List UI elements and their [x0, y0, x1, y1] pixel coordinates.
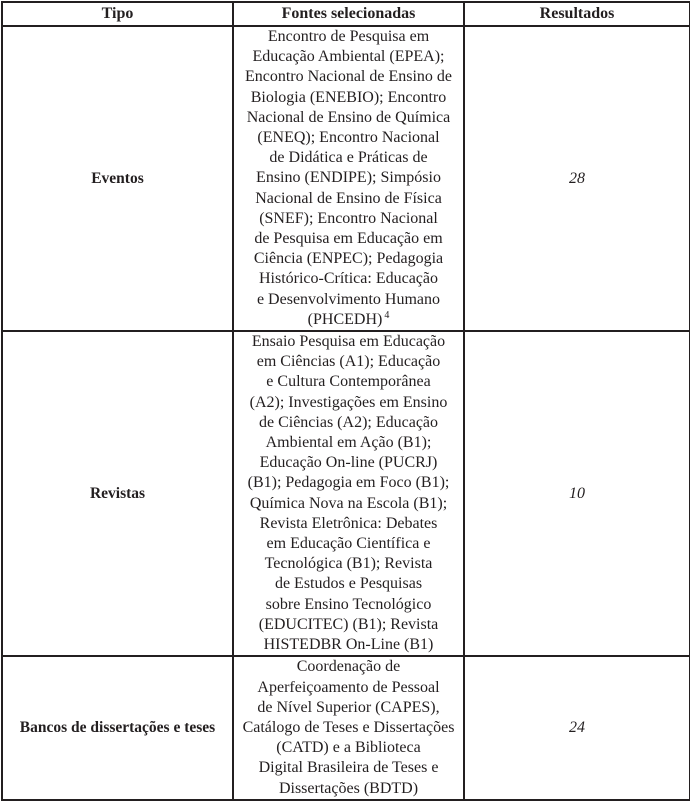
fontes-line: Histórico-Crítica: Educação — [258, 270, 439, 288]
header-fontes: Fontes selecionadas — [233, 2, 464, 26]
fontes-line: HISTEDBR On-Line (B1) — [263, 636, 434, 654]
table-row-eventos — [2, 26, 690, 331]
cell-tipo: Eventos — [2, 26, 233, 331]
fontes-line: Encontro Nacional de Ensino de — [244, 68, 453, 86]
fontes-line: Educação Ambiental (EPEA); — [252, 48, 445, 66]
cell-tipo: Bancos de dissertações e teses — [2, 656, 233, 799]
fontes-line: Revista Eletrônica: Debates — [259, 514, 438, 532]
fontes-line: de Pesquisa em Educação em — [254, 230, 443, 248]
fontes-line: de Didática e Práticas de — [269, 149, 428, 167]
fontes-line: Biologia (ENEBIO); Encontro — [250, 88, 447, 106]
fontes-line: (SNEF); Encontro Nacional — [259, 209, 438, 227]
fontes-line: Nacional de Ensino de Física — [255, 189, 442, 207]
fontes-line: (CATD) e a Biblioteca — [276, 739, 421, 757]
cell-tipo: Revistas — [2, 331, 233, 656]
fontes-line: e Desenvolvimento Humano — [256, 290, 441, 308]
fontes-line: em Ciências (A1); Educação — [256, 353, 441, 371]
fontes-line: Coordenação de — [296, 658, 401, 676]
table-row-revistas — [2, 331, 690, 656]
fontes-line: (B1); Pedagogia em Foco (B1); — [247, 474, 450, 492]
cell-resultados: 28 — [464, 26, 690, 331]
header-tipo: Tipo — [2, 2, 233, 26]
fontes-line: Catálogo de Teses e Dissertações — [242, 718, 455, 736]
fontes-line: em Educação Científica e — [266, 535, 431, 553]
fontes-line: sobre Ensino Tecnológico — [265, 595, 432, 613]
sources-table — [1, 1, 690, 801]
fontes-line: Encontro de Pesquisa em — [267, 28, 430, 45]
fontes-line: Aperfeiçoamento de Pessoal — [257, 678, 440, 696]
fontes-line: Ciência (ENPEC); Pedagogia — [253, 250, 444, 268]
fontes-line: de Ciências (A2); Educação — [258, 413, 439, 431]
cell-fontes — [233, 656, 464, 799]
fontes-line: Química Nova na Escola (B1); — [249, 494, 448, 512]
fontes-line: Ensino (ENDIPE); Simpósio — [256, 169, 441, 187]
cell-fontes — [233, 331, 464, 656]
cell-resultados: 10 — [464, 331, 690, 656]
fontes-line-last — [240, 310, 457, 330]
header-row — [2, 2, 690, 26]
fontes-line: (EDUCITEC) (B1); Revista — [258, 615, 439, 633]
fontes-line: Ambiental em Ação (B1); — [265, 434, 432, 452]
fontes-line: (ENEQ); Encontro Nacional — [257, 129, 440, 147]
fontes-line: Dissertações (BDTD) — [278, 779, 419, 797]
fontes-line: (A2); Investigações em Ensino — [249, 393, 448, 411]
fontes-line: e Cultura Contemporânea — [266, 373, 431, 391]
fontes-line: Tecnológica (B1); Revista — [264, 555, 433, 573]
fontes-line: Ensaio Pesquisa em Educação — [251, 333, 446, 351]
cell-fontes — [233, 26, 464, 331]
fontes-line-text: (PHCEDH) — [307, 310, 383, 328]
fontes-line: Nacional de Ensino de Química — [246, 108, 451, 126]
header-resultados: Resultados — [464, 2, 690, 26]
fontes-line: de Nível Superior (CAPES), — [257, 698, 440, 716]
fontes-line: de Estudos e Pesquisas — [274, 575, 423, 593]
cell-resultados: 24 — [464, 656, 690, 799]
footnote-marker: 4 — [384, 309, 390, 321]
fontes-line: Educação On-line (PUCRJ) — [259, 454, 438, 472]
fontes-line: Digital Brasileira de Teses e — [258, 759, 439, 777]
table-row-bancos — [2, 656, 690, 799]
